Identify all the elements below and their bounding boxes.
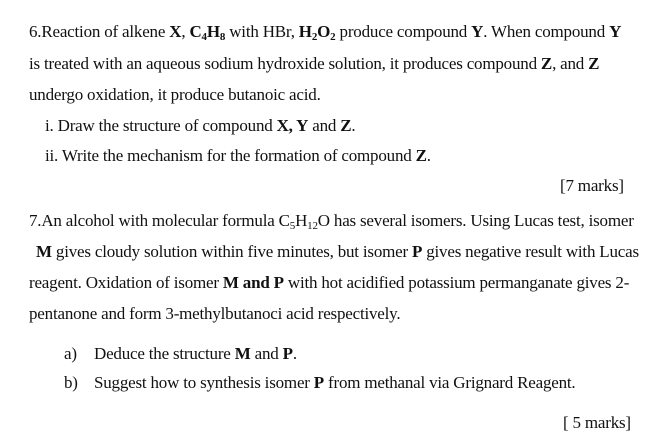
q7-line-3: reagent. Oxidation of isomer M and P with hot acidified potassium permanganate gives 2- (29, 273, 630, 292)
formula-c5h12o: $C_5H_{12}O$ (278, 211, 330, 232)
q7-line-1: 7.An alcohol with molecular formula $C_5H_{12}O$ has several isomers. Using Lucas test, isomer (29, 211, 634, 232)
q6-line-3: undergo oxidation, it produce butanoic acid. (29, 85, 321, 104)
q7-subquestion-a: a) Deduce the structure M and P. (64, 344, 297, 363)
q7-a-label: a) (64, 344, 77, 363)
formula-h2o2: $H_2O_2$ (298, 22, 336, 43)
q6-subquestion-i: i. Draw the structure of compound X, Y and Z. (45, 116, 356, 135)
q7-b-label: b) (64, 373, 78, 392)
q6-line-1: 6.Reaction of alkene X, $C_4H_8$ with HBr, $H_2O_2$ produce compound Y. When compound Y (29, 22, 622, 43)
q6-marks: [7 marks] (560, 176, 624, 195)
q7-marks: [ 5 marks] (563, 413, 631, 432)
q7-line-2: M gives cloudy solution within five minutes, but isomer P gives negative result with Lucas (36, 242, 639, 261)
q7-subquestion-b: b) Suggest how to synthesis isomer P from methanal via Grignard Reagent. (64, 373, 576, 392)
formula-c4h8: $C_4H_8$ (189, 22, 226, 43)
q6-line-2: is treated with an aqueous sodium hydroxide solution, it produces compound Z, and Z (29, 54, 600, 73)
q7-line-4: pentanone and form 3-methylbutanoci acid respectively. (29, 304, 401, 323)
q6-subquestion-ii: ii. Write the mechanism for the formation of compound Z. (45, 146, 431, 165)
